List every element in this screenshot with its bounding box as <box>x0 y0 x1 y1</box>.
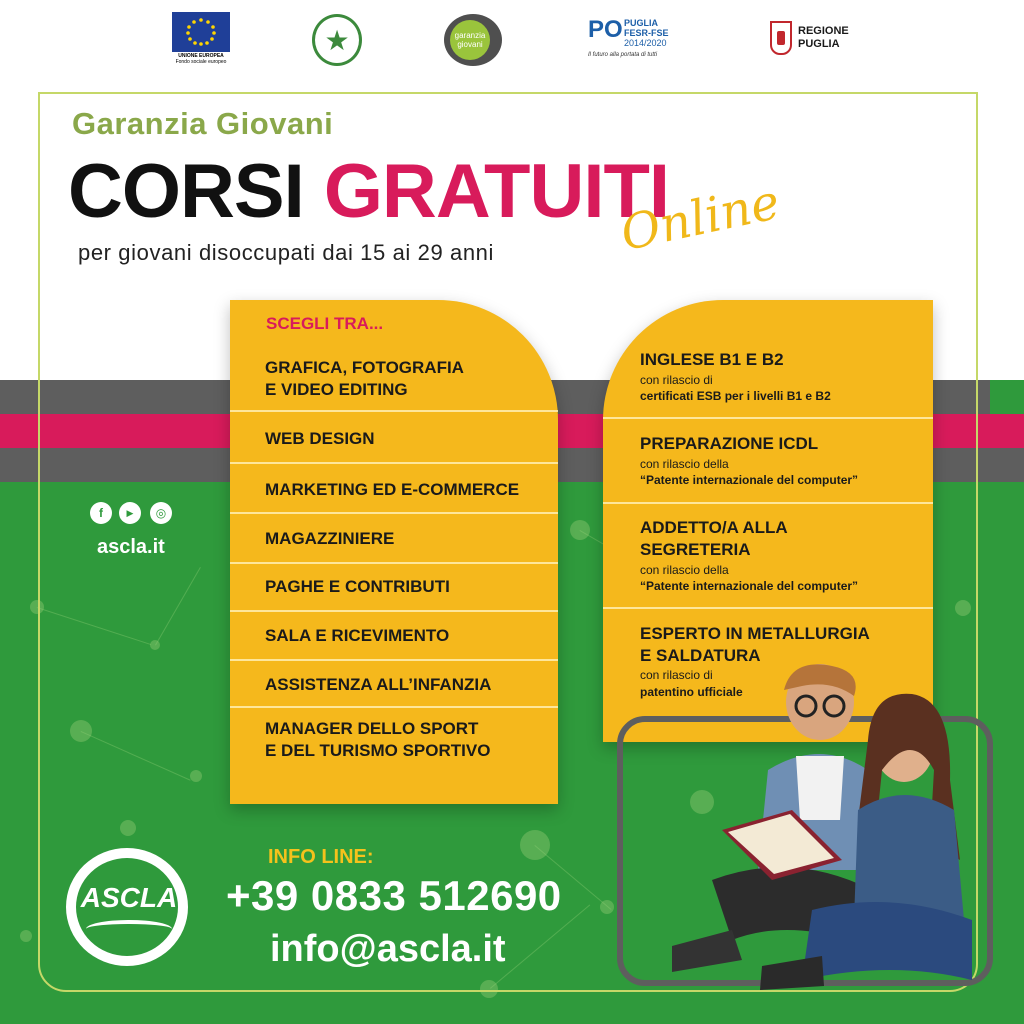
course-item: ASSISTENZA ALL’INFANZIA <box>265 675 492 694</box>
instagram-icon[interactable]: ◎ <box>150 502 172 524</box>
tagline: per giovani disoccupati dai 15 ai 29 anni <box>78 240 494 265</box>
eu-flag-logo <box>172 12 230 52</box>
divider <box>230 410 558 412</box>
program-name: Garanzia Giovani <box>72 106 334 141</box>
regione-shield-icon <box>770 21 792 55</box>
title-gratuiti: GRATUITI <box>323 149 670 234</box>
po-puglia-tagline: Il futuro alla portata di tutti <box>588 52 658 58</box>
divider <box>230 610 558 612</box>
divider <box>603 417 933 419</box>
divider <box>230 462 558 464</box>
course-item: PAGHE E CONTRIBUTI <box>265 577 450 596</box>
email-address[interactable]: info@ascla.it <box>270 928 506 970</box>
regione-puglia-logo <box>770 18 860 58</box>
phone-number[interactable]: +39 0833 512690 <box>226 872 562 919</box>
republic-emblem-logo <box>312 14 362 66</box>
star-emblem-icon: ★ <box>324 24 350 56</box>
divider <box>230 512 558 514</box>
ascla-swoosh-icon <box>86 920 172 938</box>
website-link[interactable]: ascla.it <box>97 536 165 558</box>
eu-stars-icon <box>181 15 221 49</box>
divider <box>230 706 558 708</box>
course-item: MARKETING ED E-COMMERCE <box>265 480 520 499</box>
divider <box>230 562 558 564</box>
garanzia-giovani-logo <box>444 14 502 66</box>
divider <box>603 502 933 504</box>
ascla-logo <box>66 848 188 966</box>
po-mark: PO <box>588 16 623 43</box>
main-title <box>68 148 669 236</box>
title-corsi: CORSI <box>68 149 324 234</box>
course-item: MAGAZZINIERE <box>265 529 395 548</box>
info-line-label: INFO LINE: <box>268 846 374 868</box>
course-item: SALA E RICEVIMENTO <box>265 626 450 645</box>
course-item: MANAGER DELLO SPORT E DEL TURISMO SPORTIVO <box>265 719 491 760</box>
po-puglia-text: PUGLIA FESR-FSE 2014/2020 <box>624 18 669 48</box>
eu-logo-caption: UNIONE EUROPEA Fondo sociale europeo <box>175 53 227 65</box>
students-photo <box>672 660 982 1000</box>
online-label: Online <box>615 173 785 263</box>
garanzia-giovani-logo-text: garanzia giovani <box>450 20 490 60</box>
divider <box>603 607 933 609</box>
ascla-wordmark: ASCLA <box>80 882 178 913</box>
regione-puglia-text: REGIONE PUGLIA <box>798 25 849 50</box>
choose-heading: SCEGLI TRA... <box>266 314 384 333</box>
po-puglia-logo <box>588 16 692 62</box>
youtube-icon[interactable]: ▶ <box>119 502 141 524</box>
facebook-icon[interactable]: f <box>90 502 112 524</box>
course-item: GRAFICA, FOTOGRAFIA E VIDEO EDITING <box>265 358 464 399</box>
course-item: WEB DESIGN <box>265 429 375 448</box>
divider <box>230 659 558 661</box>
